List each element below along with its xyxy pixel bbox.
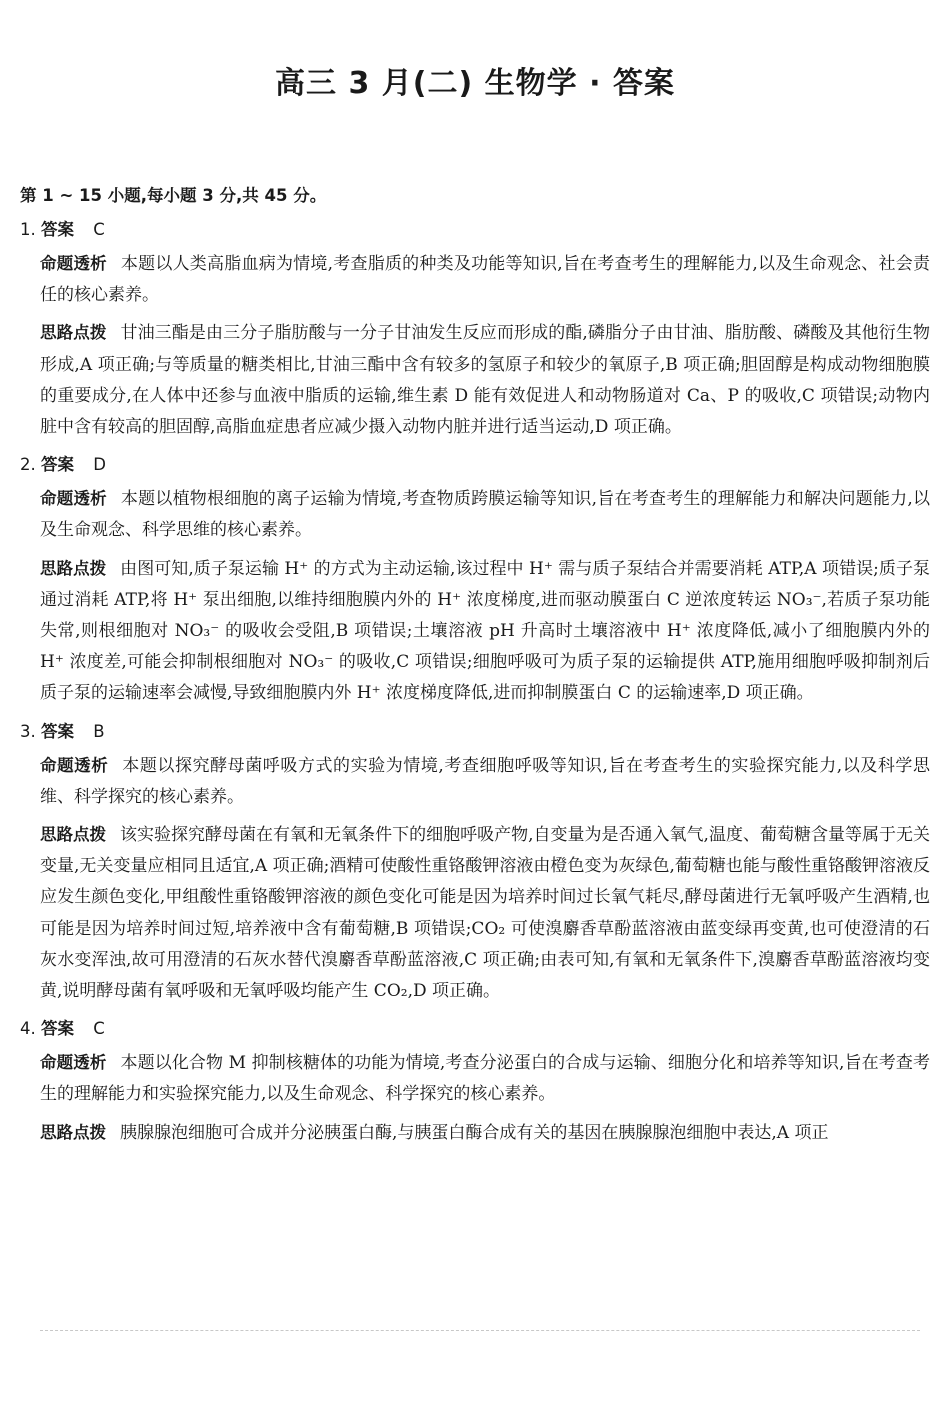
answer-label: 答案 bbox=[41, 455, 74, 475]
analysis-text: 本题以化合物 M 抑制核糖体的功能为情境,考查分泌蛋白的合成与运输、细胞分化和培养等知识,旨在考查考生的理解能力和实验探究能力,以及生命观念、科学探究的核心素养。 bbox=[40, 1053, 930, 1105]
hint-label: 思路点拨 bbox=[40, 1122, 106, 1142]
answer-label: 答案 bbox=[41, 1019, 74, 1039]
analysis-text: 本题以探究酵母菌呼吸方式的实验为情境,考查细胞呼吸等知识,旨在考查考生的实验探究能力,以及科学思维、科学探究的核心素养。 bbox=[40, 755, 930, 807]
answer-value: B bbox=[93, 721, 105, 741]
analysis-label: 命题透析 bbox=[40, 489, 107, 509]
hint-paragraph-q3 bbox=[40, 819, 930, 1007]
answer-content bbox=[20, 180, 930, 1155]
section-intro: 第 1 ~ 15 小题,每小题 3 分,共 45 分。 bbox=[20, 186, 327, 205]
hint-label: 思路点拨 bbox=[40, 825, 107, 845]
answer-value: C bbox=[93, 1019, 105, 1039]
question-number: 4. bbox=[20, 1019, 36, 1039]
hint-text: 由图可知,质子泵运输 H⁺ 的方式为主动运输,该过程中 H⁺ 需与质子泵结合并需要消耗 ATP,A 项错误;质子泵通过消耗 ATP,将 H⁺ 泵出细胞,以维持细胞膜内外的 H⁺ 浓度梯度,进而驱动膜蛋白 C 逆浓度转运 NO₃⁻,若质子泵功能失常,则根细胞对 NO₃⁻ 的吸收会受阻,B 项错误;土壤溶液 pH 升高时土壤溶液中 H⁺ 浓度降低,减小了细胞膜内外的 H⁺ 浓度差,可能会抑制根细胞对 NO₃⁻ 的吸收,C 项错误;细胞呼吸可为质子泵的运输提供 ATP,施用细胞呼吸抑制剂后质子泵的运输速率会减慢,导致细胞膜内外 H⁺ 浓度梯度降低,进而抑制膜蛋白 C 的运输速率,D 项正确。 bbox=[40, 558, 931, 704]
analysis-label: 命题透析 bbox=[40, 1053, 107, 1073]
analysis-paragraph-q2 bbox=[40, 483, 930, 546]
hint-label: 思路点拨 bbox=[40, 558, 107, 578]
question-number: 1. bbox=[20, 220, 36, 239]
analysis-paragraph-q4 bbox=[40, 1047, 930, 1110]
answer-value: C bbox=[93, 220, 105, 239]
answer-line-q3 bbox=[20, 716, 930, 750]
hint-text: 该实验探究酵母菌在有氧和无氧条件下的细胞呼吸产物,自变量为是否通入氧气,温度、葡萄糖含量等属于无关变量,无关变量应相同且适宜,A 项正确;酒精可使酸性重铬酸钾溶液由橙色变为灰绿色,葡萄糖也能与酸性重铬酸钾溶液反应发生颜色变化,甲组酸性重铬酸钾溶液的颜色变化可能是因为培养时间过长氧气耗尽,酵母菌进行无氧呼吸产生酒精,也可能是因为培养时间过短,培养液中含有葡萄糖,B 项错误;CO₂ 可使溴麝香草酚蓝溶液由蓝变绿再变黄,也可使澄清的石灰水变浑浊,故可用澄清的石灰水替代溴麝香草酚蓝溶液,C 项正确;由表可知,有氧和无氧条件下,溴麝香草酚蓝溶液均变黄,说明酵母菌有氧呼吸和无氧呼吸均能产生 CO₂,D 项正确。 bbox=[40, 825, 930, 1002]
question-number: 3. bbox=[20, 721, 36, 741]
hint-text: 甘油三酯是由三分子脂肪酸与一分子甘油发生反应而形成的酯,磷脂分子由甘油、脂肪酸、磷酸及其他衍生物形成,A 项正确;与等质量的糖类相比,甘油三酯中含有较多的氢原子和较少的氧原子,B 项正确;胆固醇是构成动物细胞膜的重要成分,在人体中还参与血液中脂质的运输,维生素 D 能有效促进人和动物肠道对 Ca、P 的吸收,C 项错误;动物内脏中含有较高的胆固醇,高脂血症患者应减少摄入动物内脏并进行适当运动,D 项正确。 bbox=[40, 323, 931, 438]
analysis-text: 本题以植物根细胞的离子运输为情境,考查物质跨膜运输等知识,旨在考查考生的理解能力和解决问题能力,以及生命观念、科学思维的核心素养。 bbox=[40, 489, 930, 541]
page-title: 高三 3 月(二) 生物学 · 答案 bbox=[275, 66, 675, 101]
hint-paragraph-q4 bbox=[40, 1117, 930, 1149]
answer-value: D bbox=[93, 455, 106, 475]
hint-label: 思路点拨 bbox=[40, 323, 107, 343]
question-number: 2. bbox=[20, 455, 36, 475]
hint-paragraph-q1 bbox=[40, 317, 930, 443]
hint-paragraph-q2 bbox=[40, 553, 930, 710]
hint-text: 胰腺腺泡细胞可合成并分泌胰蛋白酶,与胰蛋白酶合成有关的基因在胰腺腺泡细胞中表达,A 项正 bbox=[120, 1122, 829, 1143]
answer-line-q2 bbox=[20, 449, 930, 483]
analysis-label: 命题透析 bbox=[40, 254, 107, 273]
analysis-paragraph-q1 bbox=[40, 248, 930, 311]
answer-line-q1 bbox=[20, 214, 930, 248]
analysis-text: 本题以人类高脂血病为情境,考查脂质的种类及功能等知识,旨在考查考生的理解能力,以及生命观念、社会责任的核心素养。 bbox=[40, 254, 930, 306]
analysis-label: 命题透析 bbox=[40, 755, 109, 775]
page-cut-divider bbox=[40, 1330, 920, 1339]
answer-label: 答案 bbox=[41, 220, 74, 239]
answer-label: 答案 bbox=[41, 721, 74, 741]
analysis-paragraph-q3 bbox=[40, 750, 930, 813]
answer-line-q4 bbox=[20, 1013, 930, 1047]
